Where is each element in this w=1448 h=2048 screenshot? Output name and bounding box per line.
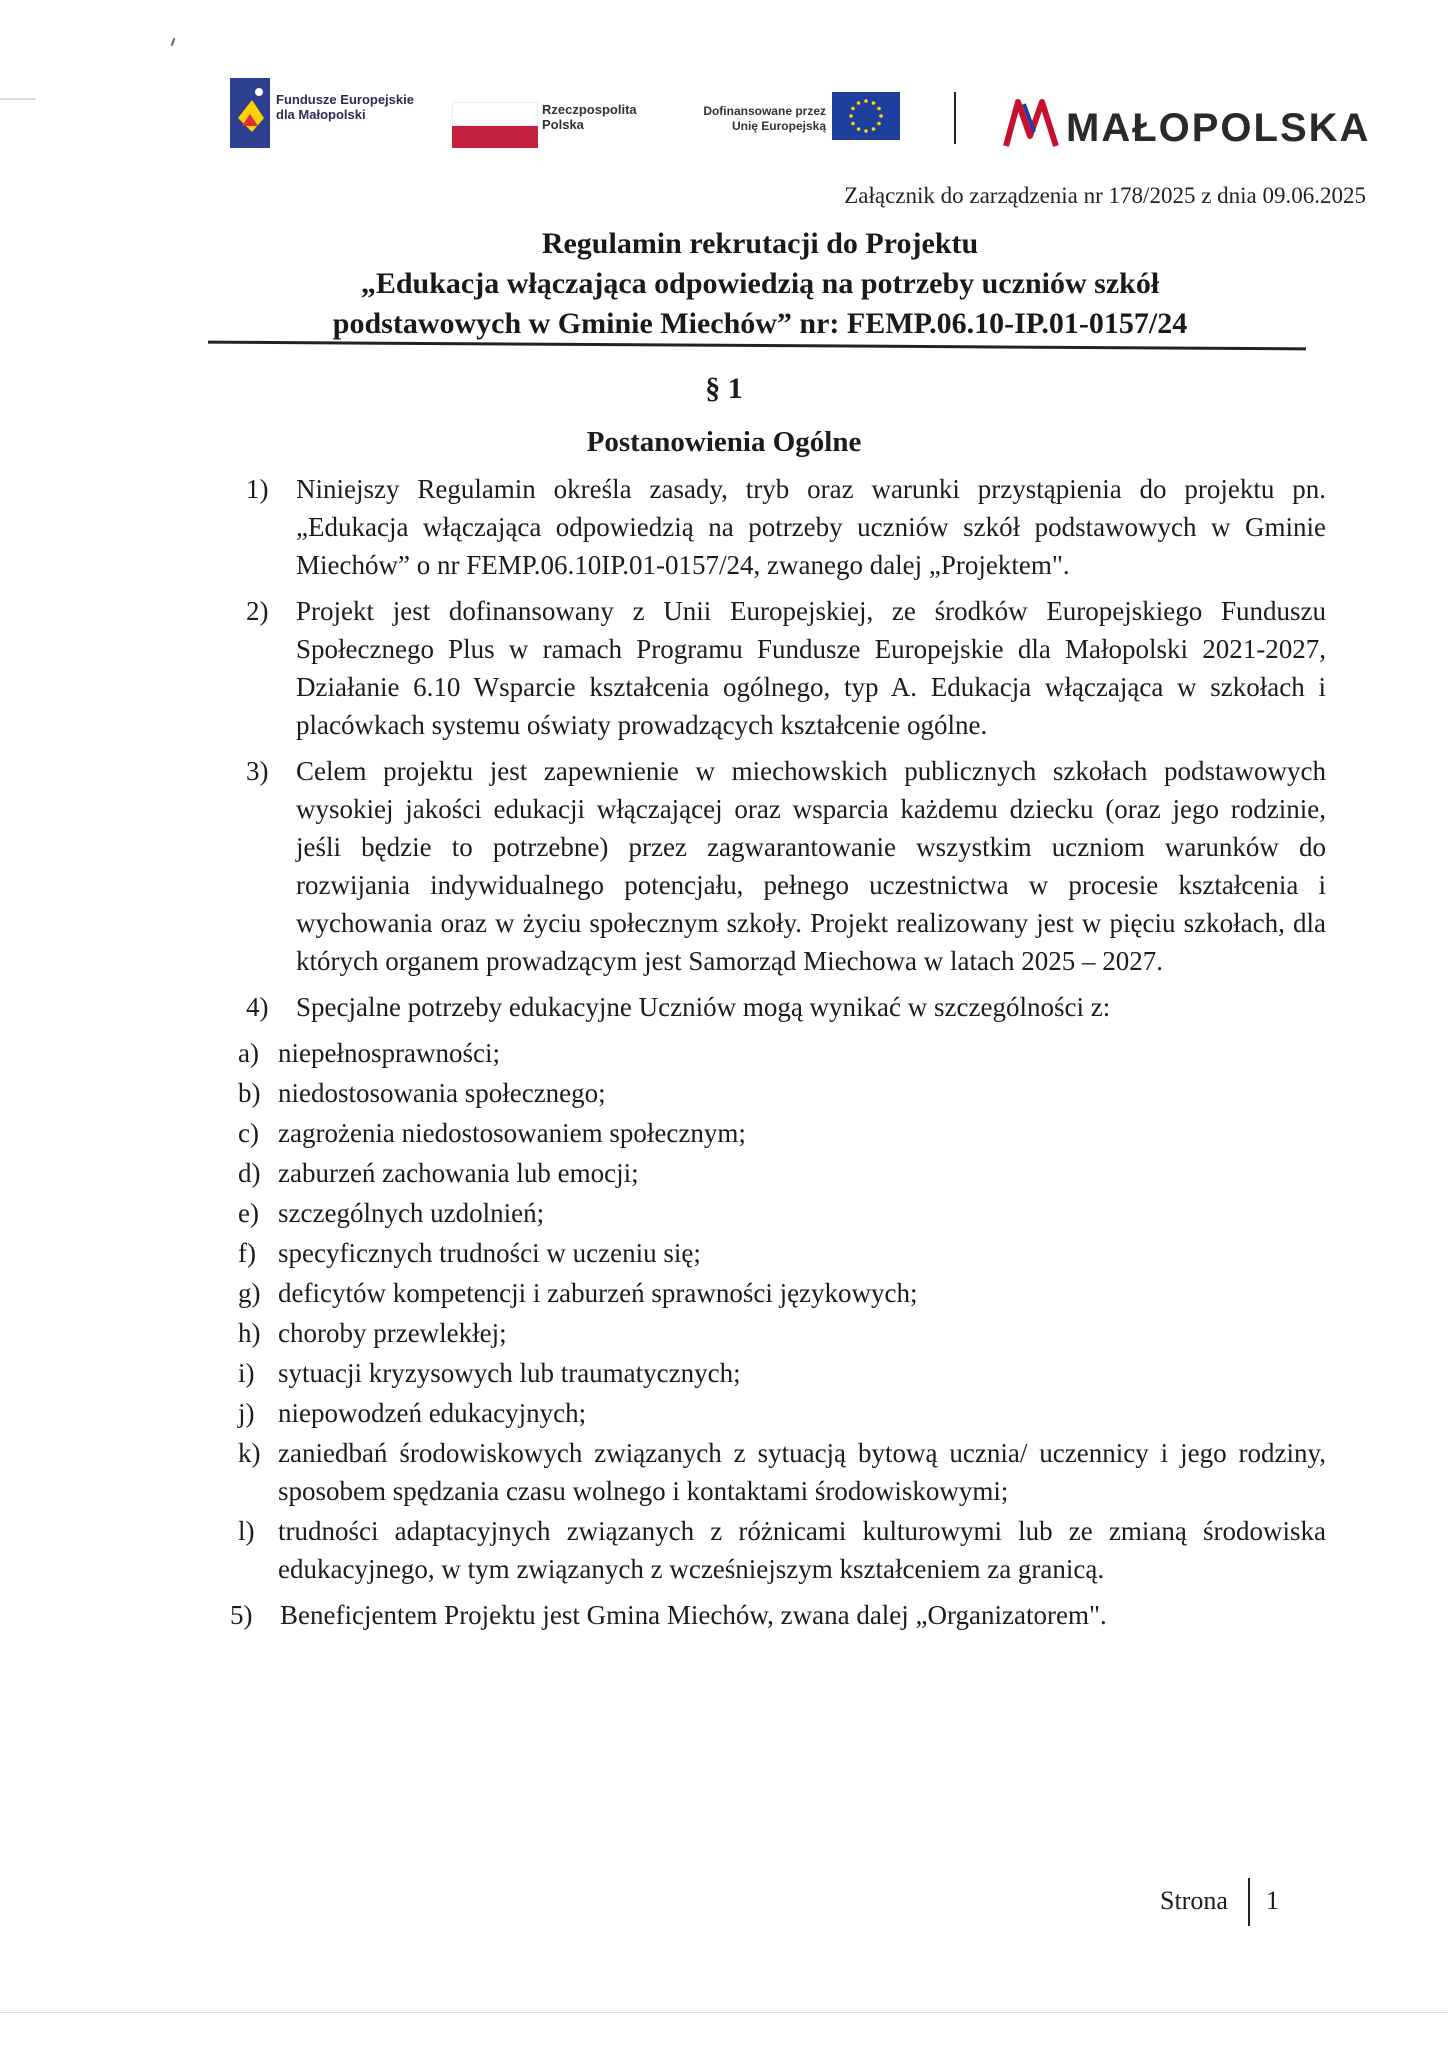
sub-list-item xyxy=(238,1194,1326,1232)
page-number: 1 xyxy=(1266,1886,1279,1915)
fe-logo-line-2: dla Małopolski xyxy=(276,107,366,122)
sub-item-text: zagrożenia niedostosowaniem społecznym; xyxy=(278,1118,746,1148)
malopolska-m-logo-icon xyxy=(1002,96,1060,148)
sub-list-item xyxy=(238,1034,1326,1072)
sub-item-text: sytuacji kryzysowych lub traumatycznych; xyxy=(278,1358,741,1388)
sub-item-letter: a) xyxy=(238,1038,259,1068)
sub-item-letter: j) xyxy=(238,1398,255,1428)
eu-star-icon xyxy=(857,101,861,105)
sub-item-text: deficytów kompetencji i zaburzeń sprawności językowych; xyxy=(278,1278,918,1308)
sub-list-item xyxy=(238,1114,1326,1152)
footer-separator xyxy=(1248,1878,1250,1926)
item-number: 1) xyxy=(246,474,269,504)
sub-list-item xyxy=(238,1154,1326,1192)
sub-item-letter: f) xyxy=(238,1238,256,1268)
provisions-list xyxy=(230,470,1326,1642)
section-mark: § 1 xyxy=(705,372,743,405)
eu-flag-icon xyxy=(832,92,900,140)
sub-item-letter: l) xyxy=(238,1516,255,1546)
sub-item-text: trudności adaptacyjnych związanych z różnicami kulturowymi lub ze zmianą środowiska edukacyjnego, w tym związanych z wcześniejszym kształceniem za granicą. xyxy=(278,1516,1326,1584)
item-text: Projekt jest dofinansowany z Unii Europejskiej, ze środków Europejskiego Funduszu Społecznego Plus w ramach Programu Fundusze Europejskie dla Małopolski 2021-2027, Działanie 6.10 Wsparcie kształcenia ogólnego, typ A. Edukacja włączająca w szkołach i placówkach systemu oświaty prowadzących kształcenie ogólne. xyxy=(296,596,1326,740)
sub-item-letter: e) xyxy=(238,1198,259,1228)
eu-star-icon xyxy=(877,107,881,111)
eu-star-icon xyxy=(872,127,876,131)
sub-item-letter: d) xyxy=(238,1158,261,1188)
section-title: Postanowienia Ogólne xyxy=(586,426,862,458)
title-line-3: podstawowych w Gminie Miechów” nr: FEMP.06.10-IP.01-0157/24 xyxy=(332,307,1188,340)
sub-item-letter: b) xyxy=(238,1078,261,1108)
rp-line-1: Rzeczpospolita xyxy=(542,102,637,117)
item-text: Beneficjentem Projektu jest Gmina Miechów, zwana dalej „Organizatorem". xyxy=(280,1600,1107,1630)
scan-artifact-mark xyxy=(0,98,36,100)
sub-list-item xyxy=(238,1512,1326,1588)
sub-item-letter: c) xyxy=(238,1118,259,1148)
eu-star-icon xyxy=(877,122,881,126)
list-item xyxy=(230,1596,1326,1634)
title-line-1: Regulamin rekrutacji do Projektu xyxy=(541,227,979,260)
sub-item-text: zaburzeń zachowania lub emocji; xyxy=(278,1158,639,1188)
eu-cofunding-text xyxy=(676,104,826,134)
sub-item-letter: i) xyxy=(238,1358,255,1388)
eu-star-icon xyxy=(857,127,861,131)
eu-star-icon xyxy=(872,101,876,105)
item-text: Specjalne potrzeby edukacyjne Uczniów mogą wynikać w szczególności z: xyxy=(296,992,1111,1022)
eu-star-icon xyxy=(851,122,855,126)
sub-list-item xyxy=(238,1314,1326,1352)
item-text: Celem projektu jest zapewnienie w miechowskich publicznych szkołach podstawowych wysokiej jakości edukacji włączającej oraz wsparcia każdemu dziecku (oraz jego rodzinie, jeśli będzie to potrzebne) przez zagwarantowanie wszystkim uczniom warunków do rozwijania indywidualnego potencjału, pełnego uczestnictwa w procesie kształcenia i wychowania oraz w życiu społecznym szkoły. Projekt realizowany jest w pięciu szkołach, dla których organem prowadzącym jest Samorząd Miechowa w latach 2025 – 2027. xyxy=(296,756,1326,976)
list-item xyxy=(246,752,1326,980)
list-item xyxy=(246,988,1326,1026)
item-number: 3) xyxy=(246,756,269,786)
sub-item-text: niepełnosprawności; xyxy=(278,1038,500,1068)
sub-item-letter: k) xyxy=(238,1438,261,1468)
sub-item-text: zaniedbań środowiskowych związanych z sytuacją bytową ucznia/ uczennicy i jego rodziny, sposobem spędzania czasu wolnego i kontaktami środowiskowymi; xyxy=(278,1438,1326,1506)
annex-line: Załącznik do zarządzenia nr 178/2025 z dnia 09.06.2025 xyxy=(844,183,1366,208)
item-text: Niniejszy Regulamin określa zasady, tryb oraz warunki przystąpienia do projektu pn. „Edukacja włączająca odpowiedzią na potrzeby uczniów szkół podstawowych w Gminie Miechów” o nr FEMP.06.10IP.01-0157/24, zwanego dalej „Projektem". xyxy=(296,474,1326,580)
title-line-2: „Edukacja włączająca odpowiedzią na potrzeby uczniów szkół xyxy=(360,267,1160,300)
item-number: 5) xyxy=(230,1600,253,1630)
logo-separator xyxy=(954,92,956,144)
fe-logo-text xyxy=(276,92,414,122)
eu-star-icon xyxy=(879,114,883,118)
document-title xyxy=(200,224,1320,344)
sub-item-letter: g) xyxy=(238,1278,261,1308)
list-item xyxy=(246,470,1326,584)
footer-label: Strona xyxy=(1160,1886,1228,1915)
sub-list-item xyxy=(238,1234,1326,1272)
rp-line-2: Polska xyxy=(542,117,584,132)
sub-list xyxy=(238,1034,1326,1588)
eu-star-icon xyxy=(849,114,853,118)
eu-star-icon xyxy=(864,99,868,103)
eu-line-1: Dofinansowane przez xyxy=(703,104,826,118)
item-number: 4) xyxy=(246,992,269,1022)
sub-item-text: niepowodzeń edukacyjnych; xyxy=(278,1398,587,1428)
sub-list-item xyxy=(238,1354,1326,1392)
sub-item-text: niedostosowania społecznego; xyxy=(278,1078,606,1108)
sub-item-text: choroby przewlekłej; xyxy=(278,1318,507,1348)
sub-list-item xyxy=(238,1074,1326,1112)
rp-text xyxy=(542,102,637,132)
fundusze-europejskie-logo-icon xyxy=(230,78,270,148)
item-number: 2) xyxy=(246,596,269,626)
fe-logo-line-1: Fundusze Europejskie xyxy=(276,92,414,107)
list-item xyxy=(246,592,1326,744)
malopolska-wordmark: MAŁOPOLSKA xyxy=(1066,106,1371,150)
poland-flag-icon xyxy=(452,102,538,154)
sub-item-text: specyficznych trudności w uczeniu się; xyxy=(278,1238,701,1268)
eu-line-2: Unię Europejską xyxy=(731,119,826,133)
sub-list-item xyxy=(238,1434,1326,1510)
scan-artifact-dot xyxy=(171,38,176,46)
sub-list-item xyxy=(238,1394,1326,1432)
eu-star-icon xyxy=(851,107,855,111)
sub-item-letter: h) xyxy=(238,1318,261,1348)
sub-item-text: szczególnych uzdolnień; xyxy=(278,1198,545,1228)
sub-list-item xyxy=(238,1274,1326,1312)
eu-star-icon xyxy=(864,129,868,133)
logo-bar xyxy=(230,78,1370,158)
scan-artifact-line xyxy=(0,2012,1448,2013)
